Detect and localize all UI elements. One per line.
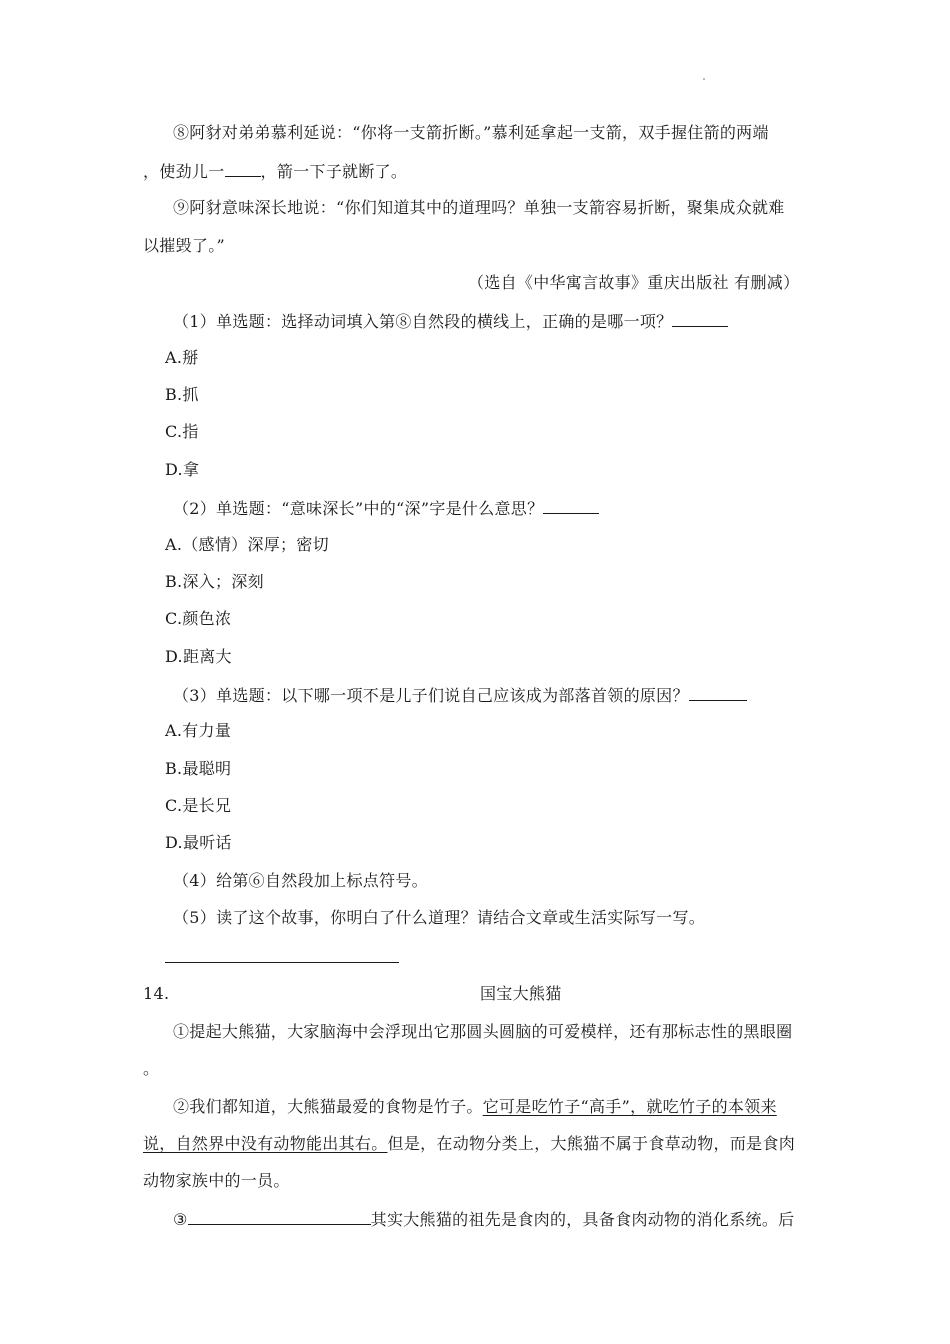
- question-3-stem: [173, 684, 747, 707]
- paragraph-2-text-a: ②我们都知道，大熊猫最爱的食物是竹子。: [173, 1097, 483, 1116]
- question-1-text: （1）单选题：选择动词填入第⑧自然段的横线上，正确的是哪一项？: [173, 312, 673, 331]
- question-3-option-c[interactable]: C.是长兄: [165, 796, 232, 815]
- article-paragraph-1-line-2: 。: [143, 1059, 160, 1078]
- paragraph-8-text-b: ，箭一下子就断了。: [260, 162, 408, 181]
- article-paragraph-2-line-3: 动物家族中的一员。: [143, 1171, 290, 1190]
- paragraph-3-number: ③: [173, 1210, 188, 1229]
- underlined-sentence-part-2: 说，自然界中没有动物能出其右。: [143, 1134, 388, 1153]
- scan-speck: [703, 78, 705, 80]
- question-1-answer-blank[interactable]: [672, 310, 728, 327]
- answer-blank[interactable]: [225, 160, 261, 177]
- paragraph-2-text-b: 但是，在动物分类上，大熊猫不属于食草动物，而是食肉: [387, 1134, 796, 1153]
- paragraph-8-line-1: ⑧阿豺对弟弟慕利延说：“你将一支箭折断。”慕利延拿起一支箭，双手握住箭的两端: [173, 123, 769, 142]
- question-5-answer-line[interactable]: [165, 962, 399, 963]
- question-5-stem: （5）读了这个故事，你明白了什么道理？请结合文章或生活实际写一写。: [173, 908, 706, 927]
- paragraph-8-text-a: ，使劲儿一: [143, 162, 225, 181]
- question-1-option-a[interactable]: A.掰: [165, 348, 199, 367]
- underlined-sentence-part-1: 它可是吃竹子“高手”，就吃竹子的本领来: [482, 1097, 777, 1116]
- question-1-stem: [173, 310, 728, 333]
- question-2-option-c[interactable]: C.颜色浓: [165, 609, 232, 628]
- question-2-option-b[interactable]: B.深入；深刻: [165, 572, 264, 591]
- paragraph-3-answer-blank[interactable]: [188, 1208, 371, 1225]
- paragraph-8-line-2: [143, 160, 407, 183]
- article-paragraph-2-line-2: [143, 1133, 795, 1155]
- question-3-option-d[interactable]: D.最听话: [165, 833, 232, 852]
- article-paragraph-3-line-1: [173, 1208, 794, 1231]
- question-2-option-a[interactable]: A.（感情）深厚；密切: [165, 535, 329, 554]
- paragraph-9-line-1: ⑨阿豺意味深长地说：“你们知道其中的道理吗？单独一支箭容易折断，聚集成众就难: [173, 198, 785, 217]
- question-3-text: （3）单选题：以下哪一项不是儿子们说自己应该成为部落首领的原因？: [173, 686, 689, 705]
- paragraph-9-line-2: 以摧毁了。”: [143, 236, 225, 255]
- question-1-option-b[interactable]: B.抓: [165, 385, 199, 404]
- paragraph-3-text: 其实大熊猫的祖先是食肉的，具备食肉动物的消化系统。后: [370, 1210, 795, 1229]
- question-14-number: 14.: [143, 984, 170, 1003]
- article-title: 国宝大熊猫: [480, 984, 562, 1003]
- question-1-option-d[interactable]: D.拿: [165, 460, 200, 479]
- question-3-answer-blank[interactable]: [689, 684, 747, 701]
- source-citation: （选自《中华寓言故事》重庆出版社 有删减）: [468, 273, 800, 292]
- article-paragraph-2-line-1: [173, 1096, 777, 1118]
- question-2-text: （2）单选题：“意味深长”中的“深”字是什么意思？: [173, 499, 544, 518]
- question-2-stem: [173, 497, 599, 520]
- question-4-stem: （4）给第⑥自然段加上标点符号。: [173, 871, 428, 890]
- question-1-option-c[interactable]: C.指: [165, 422, 199, 441]
- question-2-option-d[interactable]: D.距离大: [165, 647, 232, 666]
- question-3-option-b[interactable]: B.最聪明: [165, 759, 232, 778]
- article-paragraph-1-line-1: ①提起大熊猫，大家脑海中会浮现出它那圆头圆脑的可爱模样，还有那标志性的黑眼圈: [173, 1022, 793, 1041]
- question-2-answer-blank[interactable]: [543, 497, 599, 514]
- question-3-option-a[interactable]: A.有力量: [165, 721, 232, 740]
